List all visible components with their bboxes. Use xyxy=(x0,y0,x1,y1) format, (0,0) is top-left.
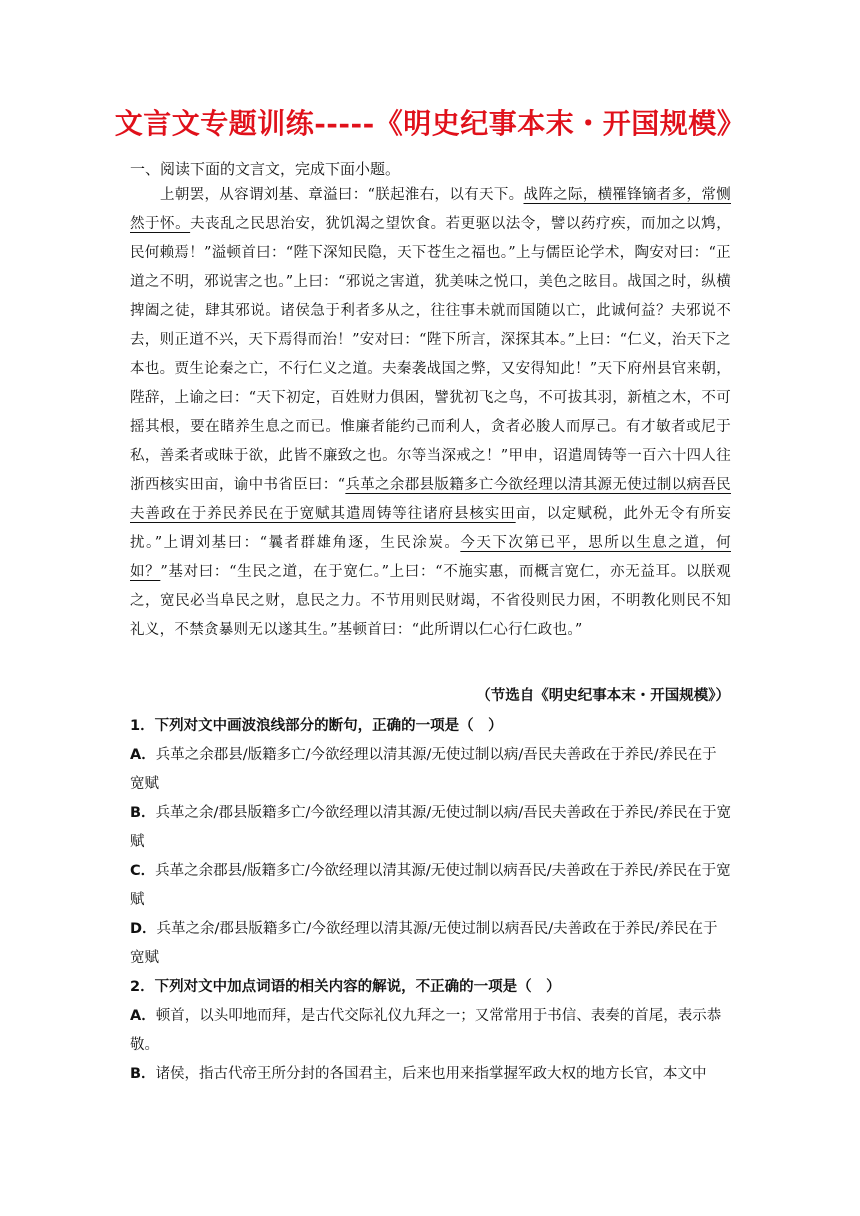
option-text: 兵革之余郡县/版籍多亡/今欲经理以清其源/无使过制以病/吾民夫善政在于养民/养民在于宽赋 xyxy=(130,747,717,792)
option-text: 兵革之余/郡县版籍多亡/今欲经理以清其源/无使过制以病吾民/夫善政在于养民/养民在于宽赋 xyxy=(130,921,718,966)
option-text: 诸侯，指古代帝王所分封的各国君主，后来也用来指掌握军政大权的地方长官，本文中 xyxy=(155,1066,707,1082)
option-letter: A． xyxy=(130,747,156,763)
passage-wavy-underlined: 兵革之余郡县版籍多亡今欲经理以清其源无使过制以病吾民夫善政在于养民养民在于宽赋其遣周铸等往诸府县核实田 xyxy=(130,477,731,522)
passage-underlined-2: 今天下次第已平，思所以生息之道，何如？ xyxy=(130,535,731,580)
question-2-option-b xyxy=(130,1060,731,1089)
option-text: 兵革之余郡县/版籍多亡/今欲经理以清其源/无使过制以病吾民/夫善政在于养民/养民在于宽赋 xyxy=(130,863,731,908)
passage-underlined-1: 战阵之际，横罹锋镝者多，常恻然于怀。 xyxy=(130,187,731,232)
question-1-option-a xyxy=(130,741,731,799)
question-1-option-d xyxy=(130,915,731,973)
passage-text-4: ”基对曰：“生民之道，在于宽仁。”上曰：“不施实惠，而概言宽仁，亦无益耳。以朕观之，宽民必当阜民之财，息民之力。不节用则民财竭，不省役则民力困，不明教化则民不知礼义，不禁贪暴则无以遂其生。”基顿首曰：“此所谓以仁心行仁政也。” xyxy=(130,564,731,638)
question-2-stem: 2．下列对文中加点词语的相关内容的解说，不正确的一项是（ ） xyxy=(130,979,561,995)
option-letter: B． xyxy=(130,1066,156,1082)
option-text: 顿首，以头叩地而拜，是古代交际礼仪九拜之一；又常常用于书信、表奏的首尾，表示恭敬。 xyxy=(130,1008,722,1053)
passage-text-2: 夫丧乱之民思治安，犹饥渴之望饮食。若更驱以法令，譬以药疗疾，而加之以鸩，民何赖焉！”溢顿首曰：“陛下深知民隐，天下苍生之福也。”上与儒臣论学术，陶安对曰：“正道之不明，邪说害之也。”上曰：“邪说之害道，犹美味之悦口，美色之眩目。战国之时，纵横捭阖之徒，肆其邪说。诸侯急于利者多从之，往往事未就而国随以亡，此诚何益？夫邪说不去，则正道不兴，天下焉得而治！”安对曰：“陛下所言，深探其本。”上曰：“仁义，治天下之本也。贾生论秦之亡，不行仁义之道。夫秦袭战国之弊，又安得知此！”天下府州县官来朝，陛辞，上谕之曰：“天下初定，百姓财力俱困，譬犹初飞之鸟，不可拔其羽，新植之木，不可摇其根，要在睹养生息之而已。惟廉者能约己而利人，贪者必朘人而厚己。有才敏者或尼于私，善柔者或昧于欲，此皆不廉致之也。尔等当深戒之！”甲申，诏遣周铸等一百六十四人往浙西核实田亩，谕中书省臣曰：“ xyxy=(130,216,731,493)
section-heading: 一、阅读下面的文言文，完成下面小题。 xyxy=(130,160,401,178)
option-letter: C． xyxy=(130,863,156,879)
question-1-stem: 1．下列对文中画波浪线部分的断句，正确的一项是（ ） xyxy=(130,718,503,734)
classical-passage xyxy=(130,181,731,645)
question-1-option-c xyxy=(130,857,731,915)
passage-source: （节选自《明史纪事本末・开国规模》） xyxy=(476,687,730,704)
passage-text-1: 上朝罢，从容谓刘基、章溢曰：“朕起淮右，以有天下。 xyxy=(160,187,524,203)
option-letter: B． xyxy=(130,805,156,821)
option-text: 兵革之余/郡县版籍多亡/今欲经理以清其源/无使过制以病/吾民夫善政在于养民/养民在于宽赋 xyxy=(130,805,731,850)
passage-text-3: 亩，以定赋税，此外无令有所妄扰。”上谓刘基曰：“曩者群雄角逐，生民涂炭。 xyxy=(130,506,731,551)
option-letter: A． xyxy=(130,1008,156,1024)
document-title: 文言文专题训练-----《明史纪事本末・开国规模》 xyxy=(114,107,746,140)
option-letter: D． xyxy=(130,921,157,937)
questions xyxy=(130,712,731,1089)
question-1-option-b xyxy=(130,799,731,857)
question-2-option-a xyxy=(130,1002,731,1060)
